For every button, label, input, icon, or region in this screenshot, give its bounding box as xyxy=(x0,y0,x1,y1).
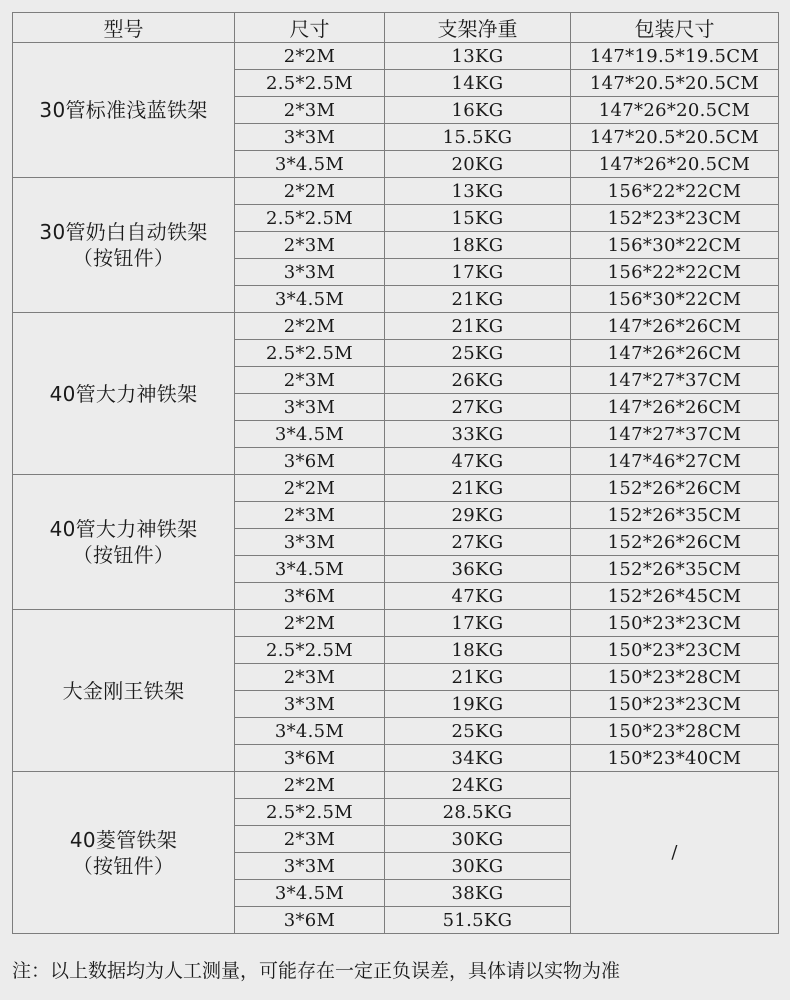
model-cell xyxy=(13,313,235,475)
size-cell: 2*2M xyxy=(235,475,385,502)
size-cell: 3*6M xyxy=(235,583,385,610)
model-name: 30管标准浅蓝铁架 xyxy=(39,98,208,122)
package-cell: 152*23*23CM xyxy=(571,205,779,232)
weight-cell: 30KG xyxy=(385,826,571,853)
weight-cell: 21KG xyxy=(385,286,571,313)
package-cell: 147*26*26CM xyxy=(571,394,779,421)
size-cell: 3*3M xyxy=(235,124,385,151)
package-cell: 152*26*35CM xyxy=(571,556,779,583)
table-row xyxy=(13,313,779,340)
size-cell: 2*3M xyxy=(235,502,385,529)
weight-cell: 51.5KG xyxy=(385,907,571,934)
package-cell: 147*19.5*19.5CM xyxy=(571,43,779,70)
size-cell: 3*4.5M xyxy=(235,151,385,178)
size-cell: 2.5*2.5M xyxy=(235,799,385,826)
package-cell-merged: / xyxy=(571,772,779,934)
weight-cell: 16KG xyxy=(385,97,571,124)
size-cell: 3*3M xyxy=(235,529,385,556)
weight-cell: 21KG xyxy=(385,475,571,502)
size-cell: 2*2M xyxy=(235,610,385,637)
package-cell: 156*22*22CM xyxy=(571,259,779,286)
size-cell: 2*2M xyxy=(235,772,385,799)
package-cell: 150*23*23CM xyxy=(571,610,779,637)
size-cell: 2.5*2.5M xyxy=(235,205,385,232)
size-cell: 3*6M xyxy=(235,907,385,934)
weight-cell: 27KG xyxy=(385,394,571,421)
table-row xyxy=(13,43,779,70)
size-cell: 3*3M xyxy=(235,394,385,421)
package-cell: 147*27*37CM xyxy=(571,367,779,394)
model-name: 大金刚王铁架 xyxy=(62,678,185,703)
size-cell: 3*6M xyxy=(235,745,385,772)
weight-cell: 30KG xyxy=(385,853,571,880)
table-body xyxy=(13,43,779,934)
model-cell xyxy=(13,43,235,178)
package-cell: 152*26*45CM xyxy=(571,583,779,610)
size-cell: 2.5*2.5M xyxy=(235,340,385,367)
weight-cell: 17KG xyxy=(385,610,571,637)
size-cell: 3*4.5M xyxy=(235,286,385,313)
package-cell: 147*26*26CM xyxy=(571,340,779,367)
model-cell xyxy=(13,178,235,313)
package-cell: 147*26*20.5CM xyxy=(571,97,779,124)
package-cell: 147*46*27CM xyxy=(571,448,779,475)
weight-cell: 17KG xyxy=(385,259,571,286)
weight-cell: 14KG xyxy=(385,70,571,97)
package-cell: 147*26*26CM xyxy=(571,313,779,340)
weight-cell: 21KG xyxy=(385,664,571,691)
table-row xyxy=(13,475,779,502)
weight-cell: 28.5KG xyxy=(385,799,571,826)
size-cell: 3*4.5M xyxy=(235,421,385,448)
model-name: 40管大力神铁架 xyxy=(49,517,198,541)
weight-cell: 27KG xyxy=(385,529,571,556)
size-cell: 2*3M xyxy=(235,97,385,124)
package-cell: 150*23*28CM xyxy=(571,664,779,691)
size-cell: 3*3M xyxy=(235,259,385,286)
model-cell xyxy=(13,475,235,610)
weight-cell: 34KG xyxy=(385,745,571,772)
weight-cell: 25KG xyxy=(385,340,571,367)
weight-cell: 36KG xyxy=(385,556,571,583)
size-cell: 2.5*2.5M xyxy=(235,70,385,97)
table-row xyxy=(13,772,779,799)
size-cell: 3*4.5M xyxy=(235,718,385,745)
header-size: 尺寸 xyxy=(235,13,385,43)
table-row xyxy=(13,610,779,637)
weight-cell: 25KG xyxy=(385,718,571,745)
package-cell: 150*23*28CM xyxy=(571,718,779,745)
weight-cell: 26KG xyxy=(385,367,571,394)
size-cell: 3*3M xyxy=(235,691,385,718)
size-cell: 2*3M xyxy=(235,664,385,691)
weight-cell: 47KG xyxy=(385,448,571,475)
package-cell: 150*23*23CM xyxy=(571,637,779,664)
model-name: 40菱管铁架 xyxy=(69,827,178,852)
package-cell: 150*23*23CM xyxy=(571,691,779,718)
size-cell: 3*4.5M xyxy=(235,880,385,907)
weight-cell: 33KG xyxy=(385,421,571,448)
footnote: 注：以上数据均为人工测量，可能存在一定正负误差，具体请以实物为准 xyxy=(12,960,621,982)
size-cell: 2.5*2.5M xyxy=(235,637,385,664)
size-cell: 3*4.5M xyxy=(235,556,385,583)
weight-cell: 29KG xyxy=(385,502,571,529)
model-name: 40管大力神铁架 xyxy=(49,381,198,406)
header-net-weight: 支架净重 xyxy=(385,13,571,43)
package-cell: 147*27*37CM xyxy=(571,421,779,448)
weight-cell: 47KG xyxy=(385,583,571,610)
weight-cell: 18KG xyxy=(385,637,571,664)
model-note: （按钮件） xyxy=(72,853,175,878)
size-cell: 2*2M xyxy=(235,313,385,340)
model-note: （按钮件） xyxy=(72,543,175,567)
weight-cell: 20KG xyxy=(385,151,571,178)
header-model: 型号 xyxy=(13,13,235,43)
size-cell: 2*3M xyxy=(235,826,385,853)
package-cell: 156*22*22CM xyxy=(571,178,779,205)
weight-cell: 15KG xyxy=(385,205,571,232)
size-cell: 2*3M xyxy=(235,232,385,259)
size-cell: 3*6M xyxy=(235,448,385,475)
package-cell: 147*20.5*20.5CM xyxy=(571,70,779,97)
spec-table xyxy=(12,12,779,934)
header-row xyxy=(13,13,779,43)
size-cell: 2*2M xyxy=(235,178,385,205)
header-package-size: 包装尺寸 xyxy=(571,13,779,43)
package-cell: 152*26*35CM xyxy=(571,502,779,529)
weight-cell: 18KG xyxy=(385,232,571,259)
package-cell: 147*26*20.5CM xyxy=(571,151,779,178)
package-cell: 156*30*22CM xyxy=(571,286,779,313)
weight-cell: 19KG xyxy=(385,691,571,718)
size-cell: 3*3M xyxy=(235,853,385,880)
weight-cell: 13KG xyxy=(385,178,571,205)
size-cell: 2*3M xyxy=(235,367,385,394)
table-row xyxy=(13,178,779,205)
package-cell: 156*30*22CM xyxy=(571,232,779,259)
weight-cell: 24KG xyxy=(385,772,571,799)
model-name: 30管奶白自动铁架 xyxy=(39,220,208,244)
weight-cell: 15.5KG xyxy=(385,124,571,151)
size-cell: 2*2M xyxy=(235,43,385,70)
weight-cell: 38KG xyxy=(385,880,571,907)
model-cell xyxy=(13,772,235,934)
package-cell: 150*23*40CM xyxy=(571,745,779,772)
package-cell: 152*26*26CM xyxy=(571,475,779,502)
package-cell: 147*20.5*20.5CM xyxy=(571,124,779,151)
weight-cell: 21KG xyxy=(385,313,571,340)
model-cell xyxy=(13,610,235,772)
weight-cell: 13KG xyxy=(385,43,571,70)
model-note: （按钮件） xyxy=(72,246,175,270)
package-cell: 152*26*26CM xyxy=(571,529,779,556)
